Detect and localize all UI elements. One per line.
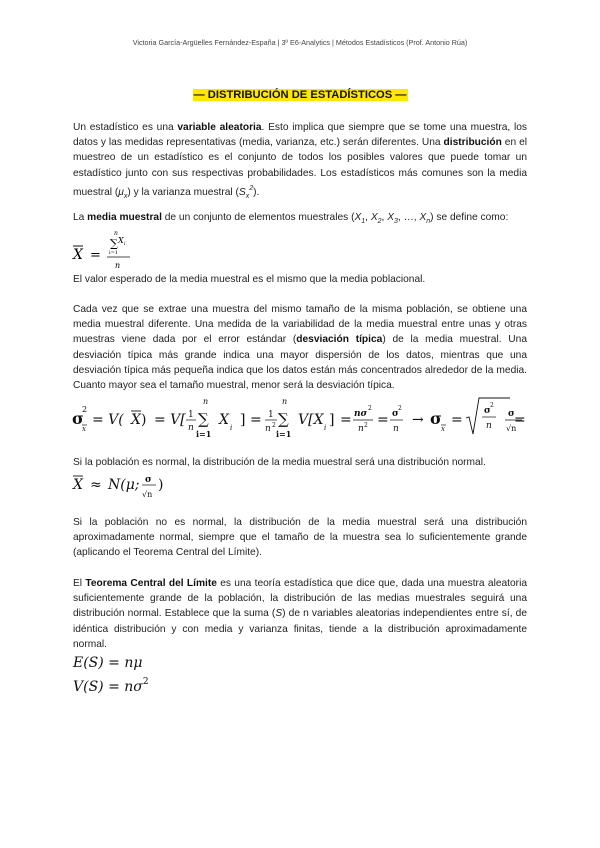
svg-text:2: 2 bbox=[398, 405, 402, 412]
svg-text:): ) bbox=[158, 477, 164, 493]
bold-term: variable aleatoria bbox=[177, 122, 262, 133]
page-title bbox=[0, 89, 600, 101]
svg-text:1: 1 bbox=[188, 410, 194, 420]
formula-normal bbox=[70, 467, 190, 503]
paragraph-not-normal: Si la población no es normal, la distribución de la media muestral será una distribución aproximadamente normal, siempre que el tamaño de la muestra sea lo suficientemente grande (aplicando el Teorema Central del Límite). bbox=[73, 517, 527, 559]
paragraph-sample-mean: La media muestral de un conjunto de elementos muestrales ($X_1$, $X_2$, $X_3$, …, $X_n$) se define como: bbox=[73, 212, 509, 225]
svg-text:σ: σ bbox=[145, 475, 152, 485]
svg-text:n: n bbox=[358, 424, 364, 434]
square: 2 bbox=[82, 405, 88, 414]
paragraph-intro bbox=[73, 120, 527, 204]
bold-term: media muestral bbox=[87, 212, 162, 223]
svg-text:=: = bbox=[377, 412, 389, 428]
sum-symbol: ∑ bbox=[110, 237, 118, 250]
svg-text:2: 2 bbox=[490, 402, 494, 409]
svg-text:2: 2 bbox=[368, 405, 372, 412]
x-i: X bbox=[118, 236, 124, 245]
svg-text:]: ] bbox=[329, 412, 335, 428]
paragraph-normal: Si la población es normal, la distribución de la media muestral será una distribución normal. bbox=[73, 457, 486, 468]
x-i-sub: i bbox=[124, 241, 126, 247]
math-s: $S_x^2$ bbox=[238, 184, 254, 200]
svg-text:∑: ∑ bbox=[278, 410, 289, 428]
svg-text:n: n bbox=[203, 397, 209, 406]
arrow: → bbox=[412, 412, 424, 428]
svg-text:≈: ≈ bbox=[90, 477, 102, 493]
formula-lhs: X bbox=[73, 247, 83, 263]
svg-text:X: X bbox=[219, 412, 229, 428]
svg-text:=: = bbox=[514, 412, 526, 428]
svg-text:i: i bbox=[230, 424, 233, 432]
math-mu: $\mu_x$ bbox=[118, 186, 128, 200]
svg-text:n: n bbox=[393, 424, 399, 434]
paragraph-clt: El Teorema Central del Límite es una teoría estadística que dice que, dada una muestra aleatoria suficientemente grande de la población, la distribución de las medias muestrales seguirá una distribución normal. Establece que la suma (S) de n variables aleatorias independientes entre sí, de idéntica distribución y con media y varianza finitas, tiende a la distribución aproximadamente normal. bbox=[73, 578, 527, 650]
svg-text:=: = bbox=[250, 412, 262, 428]
svg-text:σ: σ bbox=[430, 409, 442, 428]
title-highlight: — DISTRIBUCIÓN DE ESTADÍSTICOS — bbox=[193, 89, 407, 101]
sum-bottom: i=1 bbox=[109, 250, 118, 256]
v-bracket: = V[ bbox=[154, 412, 186, 428]
bold-term: Teorema Central del Límite bbox=[85, 578, 217, 589]
svg-text:X: X bbox=[131, 412, 141, 428]
formula-expected-sum: E(S) = nμ bbox=[73, 655, 143, 671]
text: . Esto implica que siempre que se tome una muestra, los datos y las medidas representativas (media, varianza, etc.) serán diferentes. Una bbox=[73, 122, 528, 149]
svg-text:√n: √n bbox=[506, 424, 517, 433]
svg-text:n: n bbox=[282, 397, 288, 406]
v-of-x: = V( bbox=[92, 412, 124, 428]
svg-text:n: n bbox=[486, 421, 492, 431]
svg-text:i: i bbox=[324, 424, 327, 432]
paragraph-variability: Cada vez que se extrae una muestra del mismo tamaño de la misma población, se obtiene una media muestral diferente. Una medida de la variabilidad de la media muestral entre unas y otras muestras viene dada por el error estándar (desviación típica) de la media muestral. Una desviación típica más grande indica una mayor dispersión de los datos, mientras que una desviación típica más pequeña indica que los datos están más concentrados alrededor de la media. Cuanto mayor sea el tamaño muestral, menor será la desviación típica. bbox=[73, 304, 527, 392]
svg-text:V[X: V[X bbox=[298, 412, 324, 428]
svg-text:2: 2 bbox=[364, 422, 368, 429]
svg-text:N(μ;: N(μ; bbox=[108, 477, 140, 493]
page-header: Victoria García-Argüelles Fernández-España | 3º E6-Analytics | Métodos Estadísticos (Prof. Antonio Rúa) bbox=[132, 38, 468, 47]
bold-term: distribución bbox=[443, 137, 502, 149]
svg-text:i=1: i=1 bbox=[276, 429, 292, 439]
formula-variance-sum: $V(S) = n\sigma^2$ bbox=[73, 677, 149, 695]
svg-text:=: = bbox=[340, 412, 352, 428]
sum-top: n bbox=[114, 230, 118, 237]
svg-text:x: x bbox=[441, 425, 445, 433]
svg-text:=: = bbox=[451, 412, 463, 428]
text: Un estadístico es una bbox=[73, 122, 178, 133]
svg-text:1: 1 bbox=[268, 410, 274, 420]
svg-text:): ) bbox=[141, 412, 147, 428]
svg-text:X: X bbox=[73, 477, 83, 493]
formula-sigma-over-sqrt-n bbox=[503, 400, 525, 440]
formula-variance bbox=[70, 394, 530, 442]
bold-term: desviación típica bbox=[296, 334, 383, 346]
sigma: σ bbox=[72, 409, 84, 428]
svg-text:n: n bbox=[265, 424, 271, 434]
svg-text:nσ: nσ bbox=[354, 409, 368, 419]
svg-text:σ: σ bbox=[508, 409, 515, 419]
equals: = bbox=[90, 248, 101, 263]
denominator: n bbox=[115, 261, 121, 270]
sum-symbol: ∑ bbox=[198, 410, 209, 428]
svg-text:n: n bbox=[188, 423, 194, 433]
text: en el muestreo de un estadístico es el conjunto de todos los posibles valores que puede tomar un estadístico junto con sus respectivas probabilidades. Los estadísticos más comunes son la media muestral ( bbox=[73, 137, 527, 198]
svg-text:√n: √n bbox=[142, 490, 153, 499]
svg-text:σ: σ bbox=[484, 406, 491, 416]
svg-text:]: ] bbox=[240, 412, 246, 428]
svg-text:σ: σ bbox=[392, 409, 399, 419]
formula-sample-mean bbox=[70, 226, 160, 272]
x-bar-sub: x bbox=[82, 425, 86, 433]
svg-text:2: 2 bbox=[272, 422, 276, 429]
paragraph-expected: El valor esperado de la media muestral es el mismo que la media poblacional. bbox=[73, 274, 426, 285]
svg-text:i=1: i=1 bbox=[196, 429, 212, 439]
text: ). bbox=[253, 186, 260, 198]
text: ) y la varianza muestral ( bbox=[127, 186, 239, 198]
